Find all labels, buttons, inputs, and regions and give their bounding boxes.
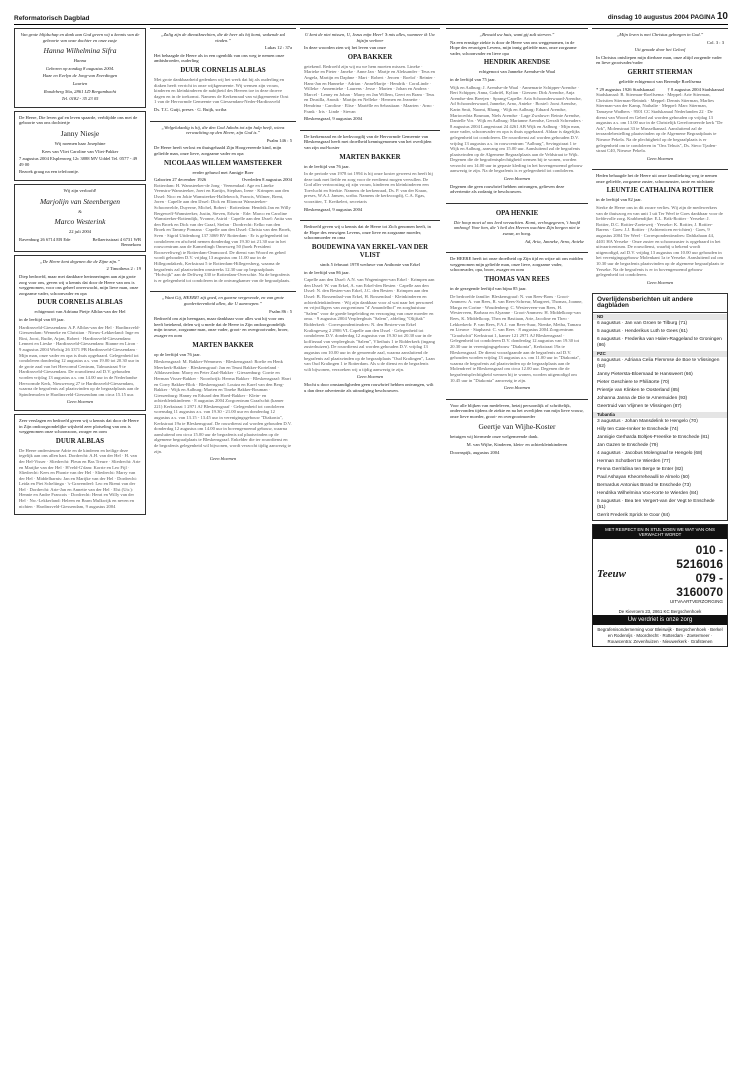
church-notice-bakker [300,130,440,218]
deceased-name: DUUR ALBLAS [55,437,105,445]
column-5 [592,28,728,1040]
header-date: dinsdag 10 augustus 2004 [607,14,689,21]
notice-opa-henkie [446,203,588,249]
no-flowers: Geen bloemen [66,399,94,405]
telephone: Tel. 0182 - 35 23 05 [61,96,99,102]
spouse-note: echtgenoot van Janneke Arendse-de Waal [478,69,556,75]
family-and-service-details: Bleskensgraaf: M. Bakker-Wemmers · Bleskensgraaf: Roelie en Henk Meerkerk-Bakker · Bleskensgraaf: Jan en Teuni Bakker-Korteland · Alblasserdam: Marry en Peter Zaal-Bakker · Giessenburg: Corrie en Herman Visser-Bakker · Noordwijk: Herma Bakker · Bleskensgraaf: Harri en Corry Bakker-Blok · Bleskensgraaf: Louiza en Karel van den Berg-Bakker · Wijk en Aalburg: Marten en Tineke Bakker-Bouman · Giessenburg: Hanny en Eduard den Hoed-Bakker · Klein- en achterkleinkinderen · 8 augustus 2004 Zorgcentrum Graafschit (kamer 221) Kerkstraat 1 2971 AJ Bleskensgraaf · Gelegenheid tot condoleren woensdag 11 augustus a.s. van 19.30 - 21.00 uur en donderdag 12 augustus a.s. van 13.15 - 13.45 uur in verenigingsgebouw "Diakonia", Kerkstraat 19a te Bleskensgraaf. De rouwdienst zal worden gehouden D.V. donderdag 12 augustus om 14.00 uur in bovengenoemd gebouw, waarna aansluitend om circa 15.00 uur de begrafenis zal plaatsvinden op de algemene begraafplaats te Bleskensgraaf. Enkelder die ter rouwdienst en de begrafenis gelegenheid wil bijwonen, wordt verzocht tijdig aanwezig te zijn. [154,359,292,454]
birth-announcement-hanna [14,28,146,108]
family-and-service-details: Stadskanaal: B. Stierman-Roelfsema · Meppel: Arie Stierman, Christien Stierman-Reinink · Meppel: Dennis Stierman, Marlies Stierman-van der Kamp, Nathalie · Meppel: Marc Stierman, Tamayne Wadbers · 9501 CC Stadskanaal Nederlanden 22 · De dienst van Woord en Gebed zal worden gehouden op vrijdag 13 augustus a.s. om 13.00 uur in de Christelijk Gereformeerde kerk "De Ark", Molenstraat 33 te Musselkanaal. Aansluitend zal de terraardebestelling plaatsvinden op de Algemene Begraafplaats te Nieuwe Pekela. Na de plechtigheid op de begraafplaats is er gelegenheid om te condoleren in "Ons Tehuis", Ds. Steco Tjaden-straat C40, Nieuwe Pekela. [596,92,723,154]
obituary-duur-alblas-family [14,414,146,515]
list-item: Paul Ashayan Kheorreheaulli te Almelo (50) [597,475,690,481]
bible-quote: „Mijn leven is met Christus geborgen in God.” [616,32,704,37]
notice-details: In de periode van 1978 tot 1994 is hij onze koster geweest en heeft hij deze taak met liefde en zorg voor de eredienst mogen vervullen. De God aller vertroosting zij zijn vrouw, kinderen en kleinkinderen een Toevlucht en Sterkte. Namens de kerkenraad, Ds. P. van der Kraan, preses, W.A.J. Jansen, scriba. Namens de kerkvoogdij, C.A. Egas, voorzitter, T. Kreikelert, secretaris [304,171,433,205]
visit-note: Bezoek graag na een telefoontje. [19,169,80,175]
region-heading: PZC [593,351,727,357]
obituary-body: Na een ernstige ziekte is door de Heere van ons weggenomen, in de Hope des eeuwigen Levens, mijn innig geliefde man, onze zorgzame vader, schoonvader en lieve opa [450,39,577,56]
deceased-name: THOMAS VAN REES [484,276,550,283]
engaged-intro: Wij zijn verloofd! [63,187,97,193]
list-item: Fenna Gerritdina ten Berge te Enter (82) [597,467,684,473]
ad-main [593,539,727,608]
obituary-wamsteeker [150,121,296,289]
list-item: Johanna Janna de Die te Arnemuiden (93) [597,396,688,402]
family-and-service-details: Sterke de Heere ons in dit zware verlies. Wij zijn de medewerkers van de thuiszorg en van unit 1 uit Ter Weel te Goes dankbaar voor de liefdevolle zorg. Krabbendijke: E.L. Brik-Rottier · Yerseke: J. Rottier, D.C. Rottier-Zoeteweij · Yerseke: K. Rottier, J. Rottier-Barens · Goes: J.J. Rottier · (Achternicen en-ichten) · Goes, 9 augustus 2004 Ter Weel · Correspondentieadres: Dahliahaan 44, 4401 HA Yerseke · Onze zuster en schoonzuster is opgebaard in het uitvaartcentrum. De rouwdienst, waarbij u bekend wordt uitgenodigd, zal D.V. vrijdag 13 augustus om 10.00 uur gehouden in het verenigingsgebouw Molenkant 1a te Yerseke. Aansluitend zal om 10.30 uur de begrafenis plaatsvinden op de algemene begraafplaats te Yerseke. Na de begrafenis is er in bovengenoemd gebouw gelegenheid tot condoleren. [596,205,724,278]
closing-note: Mocht u door omstandigheden geen rouwbrief hebben ontvangen, wilt u dan deze advertentie als uitnodiging beschouwen. [304,381,434,393]
address-1: Ravenburg 26 6714 EB Ede [19,236,71,242]
address: Rondeberg 56a, 2861 LD Bergambacht [43,88,117,94]
deceased-name: GERRIT STIERMAN [627,68,693,76]
ad-slogan: MET RESPECT EN IN STIJL DOEN WE WAT VAN ONS VERWACHT WORDT [593,525,727,539]
obituary-body: Bedroefd geven wij u kennis dat de Heere tot Zich genomen heeft, in de Hope des eeuwigen Levens, onze lieve en zorgzame moeder, schoonmoeder en oma [304,224,431,241]
list-item: Geertruid van Vlijmen te Vlissingen (87) [597,404,682,410]
signatories: Ad, Aria, Janneke, Arno, Anieke [525,238,584,244]
born-date: Gaborien 27 december 1926 [154,177,207,183]
list-item: Jan Gazen te Enschede (79) [597,443,659,449]
no-flowers: Geen bloemen [503,385,531,391]
obituary-duur-alblas [14,255,146,411]
notice-details: Met grote dankbaarheid gedenken wij het werk dat hij als ouderling en diaken heeft verricht in onze wijkgemeente. Wij wensen zijn vrouw, kinderen en kleinkinderen de nabijheid des Heeren toe in deze droeve dagen en in de toekomst. Namens de Kerkenraad van wijkgemeente Oost 1 van de Hervormde Gemeente van Giessendam-Neder-Hardinxveld [154,76,289,105]
thanks-line: betuigen wij hiermede onze welgemeende dank. [450,434,539,440]
bible-ref: Psalm 86 : 5 [269,308,292,314]
page-label: PAGINA [690,14,716,21]
phone-label: UITVAARTVERZORGING [669,599,723,605]
obituary-body: Heden behaagde het de Heere uit onze familiekring weg te nemen onze geliefde, zorgzame zuster, schoonzuster, tante en nichttante [596,173,718,184]
no-flowers: Geen bloemen [646,155,674,161]
age: in de leeftijd van 69 jaar. [19,317,65,323]
address-2: Bellaertsstraat 4 6731 WB Bennekom [92,236,141,248]
deceased-name: MARTEN BAKKER [339,153,401,161]
bible-quote: „Want Gij, HEERE! zijt goed, en gaarne vergevende, en van grote goedertierenheid allen, die U aanroepen.” [162,295,284,306]
thank-you-van-wijhe [446,399,588,461]
bible-ref: Psalm 146 : 5 [266,137,292,143]
obituary-body: Bedroefd om zijn heengaan, maar dankbaar voor alles wat hij voor ons heeft betekend, delen wij u mede dat de Heere in Zijn ondoorgrondelijk mijn trouwe, zorgzame man, onze vader, groot- en overgrootvader, broer, zwager en oom [154,316,289,338]
date-address: 7 augustus 2004 Elsplenweg 12c 3888 MV Uddel Tel. 0577 - 49 49 00 [19,156,138,167]
poem: Die hoop moet al ons leed verzachten. Komt, verlosgegeven, 't hoofd omhoog! Voor hen, die 't heil des Heeren wachten Zijn bergen niet te zwaar, zo hoog. [453,219,581,237]
no-flowers: Geen bloemen [503,176,531,182]
list-item: Jannigie Gerharda Boltjes-Freerike te Enschede (81) [597,435,710,441]
list-item: Gerrit Frederik Sprick te Goor (84) [597,513,670,519]
funeral-home-address: De Kievroem 23, 2861 KC Bergschenhoek [618,609,702,615]
service-areas: Begrafenisonderneming voor Bleiswijk · Bergschenhoek · Berkel en Rodenrijs · Moordrecht · Rotterdam · Zoetermeer · Rouwcentra: Zevenhuizen · Nieuwerkerk · Grafstenen [597,627,723,644]
birth-announcement-janny [14,111,146,181]
page-number: 10 [716,11,728,22]
tagline: Uw verdriet is onze zorg [593,615,727,625]
grandchildren-notice-opa-bakker [300,28,440,127]
church-notice-alblas [150,28,296,118]
obituary-body: Zeer verslagen en bedroefd geven wij u kennis dat door de Heere in Zijn ondoorgrondelijke wijsheid zeer plotseling van ons is weggenomen onze schoonzoon, zwager en oom [19,417,139,435]
obituary-van-erkel [300,220,440,398]
place-date: Bleskensgraaf, 9 augustus 2004 [304,206,363,212]
bible-quote: „Bewaid uw huis, want gij zult sterven.” [479,32,555,37]
spouse-note: geliefde echtgenoot van Berendje Roelfsema [618,78,702,84]
grandchildren-list: getekend. Bedroefd zijn wij nu we hem moeten missen. Lineke · Marieke en Pieter · Janeke · Anne Jan · Martje en Aleksander · Teus en Angela, Martijn en Daphne · Mart · Robert · Jeroen · Roelof · Reinier · Hans-Jan en Hanneke · Adrian · AnneMarije · Hendrik · CoraLinde · Willeke · Annemieke · Laurens · Jesse · Marten · Johan en Andrea · Marcel · Lenny en Johan · Marry en Jan Willem, Geert en Bram · Teus en Drusilla, Anouk · Martijn en Nelleke · Hermen en Jeanette · Hendrina · Caroline · Elise · Mariëlle en Sebastiaan · Maarten · Arno · Frank · Iris · Linde · Stevan [304,63,436,114]
child-nickname: Hanna [73,58,87,64]
age: op de leeftijd van 76 jaar. [154,351,201,357]
spouse-note: echtgenoot van Adriana Pietje Alblas-van der Hel [34,309,126,315]
list-item: 3 augustus · Johan Mansdelink te Hengelo (70) [597,419,698,425]
sibling: Laurien [72,80,88,86]
phone-block [649,543,723,604]
obituary-body: De HEERE heeft tot onze droefheid op Zijn tijd en wijze uit ons midden weggenomen mijn geliefde man, onze lieve, zorgzame vader, schoonvader, opa, broer, zwager en oom [450,256,584,273]
grace-quote: Uit genade door het Geloof [634,47,686,53]
newspaper-name: Reformatorisch Dagblad [14,15,90,22]
addresses [19,237,141,248]
death-date: Overleden 8 augustus 2004 [241,177,292,183]
deceased-name: BOUDEWINA VAN ERKEL-VAN DER VLIST [311,244,429,260]
thanks-body: Voor alle blijken van medeleven, hetzij persoonlijk of schriftelijk, ondervonden tijdens de ziekte en na het overlijden van mijn lieve vrouw, onze lieve moeder, groot- en overgrootmoeder [450,402,584,419]
age: in de leeftijd van 76 jaar. [304,163,350,169]
phone-number-1: 010 - 5216016 [676,543,723,572]
obituary-body: De Heere heeft verlost en thuisgehaald Zijn Hoogvereerde kind, mijn geliefde man, onze lieve, zorgzame vader en opa [154,145,282,156]
age: in de leeftijd van 82 jaar. [596,197,642,203]
age: in de gezegende leeftijd van bijna 85 jaar. [450,286,527,291]
deceased-name: OPA BAKKER [347,53,393,61]
child-subname: Wij noemen haar Josephine [54,140,106,146]
page-header [14,8,728,25]
list-item: Herman Schotbert te Wierden (77) [597,459,671,465]
notice-body: De kerkenraad en de kerkvoogdij van de Hervormde Gemeente van Bleskensgraaf heeft met droefheid kennisgenomen van het overlijden van zijn oud-koster [304,133,432,150]
list-item: Janny Pietersta-Bloemaad te Hansweert (66) [597,372,693,378]
parents: Haze en Evelyn de Jong-van Everdingen [42,73,118,79]
obituary-leuntje-rottier [592,169,728,290]
deceased-name: MARTEN BAKKER [192,341,254,349]
header-date-block [608,11,728,22]
region-heading: Tubantia [593,412,727,418]
phone-number-2: 079 - 3160070 [676,571,723,600]
birth-date: Geboren op zondag 8 augustus 2004. [45,65,115,71]
list-item: Hendrika Wilhelmina Voo-Korte te Wierden (84) [597,491,699,497]
prior-marriage: eerder gehuwd met Annigje Boer [192,169,254,175]
parents: Kees van Vliet Caroline van Vliet-Pakker [41,148,119,154]
deceased-name: DUUR CORNELIS ALBLAS [37,299,123,307]
ad-text: De Heere, Die leven gaf en leven spaarde, verblijdde ons met de geboorte van ons dochtertje [19,114,138,126]
ad-intro: Van grote blijdschap en dank aan God geven wij u kennis van de geboorte van onze dochter en onze zusje [20,32,140,43]
deceased-name: LEUNTJE CATHALINA ROTTIER [606,187,714,195]
obituary-body: In Christus ontsliepen mijn dierbare man, onze altijd zorgende vader en lieve grootvader/vader [596,54,722,66]
notice-body: In deze woorden zien wij het leven van onze [304,45,386,51]
deceased-name: NICOLAAS WILLEM WAMSTEEKER [164,159,282,167]
column-4 [446,28,588,1040]
column-3 [300,28,440,1040]
bible-ref: Col. 3 : 3 [706,39,724,45]
family-and-service-details: Hardinxveld-Giessendam: A.P. Alblas-van der Hel · Hardinxveld-Giessendam: Wenneke en Christian · Nieuw-Lekkerland: Inge en Rini, Joost, Rudie, Arjan, Robert · Hardinxveld-Giessendam: Lennert en Lieske · Hardinxveld-Giessendam: Rianne en Liron · 9 augustus 2004 Wielsig 26 3371 PB Hardinxveld-Giessendam · Mijn man, onze vader en opa is thuis opgebaard. Gelegenheid tot condoleren donderdag 12 augustus a.s. van 19.00 tot 20.30 uur in de grote zaal van het Hervormd Centrum, Talmastraat 9 te Hardinxveld-Giessendam. De rouwdienst zal D.V. gehouden worden vrijdag 13 augustus a.s. om 14.00 uur in de Nederlandse Hervormde Kerk, Nieuweweg 27 te Hardinxveld-Giessendam, waarna de begrafenis zal plaatsvinden op de begraafplaats aan de Spindermolen te Hardinxveld-Giessendam om circa 15.15 uur. [19,324,140,397]
engagement-announcement [14,184,146,252]
list-item: 4 augustus · Jacobus Molengraaf te Hengelo (68) [597,451,703,457]
widow-note: sinds 5 februari 1978 weduwe van Anthonie van Erkel [319,262,421,268]
funeral-home-advertisement [592,524,728,647]
family-list: De Heere ondersteune Adrie en de kinderen en heilige deze tegelijk aan ons allen hart. Dordrecht: A.H. van der Hel · H. van der Hel-Visser · Sliedrecht: Pleun en Bas Treure · Sliedrecht: Arie en Marijke van der Hel · H'veld-G'dam: Korrie en Leo Fijl · Sliedrecht: Kees en Phonie van der Hel · Sliedrecht: Marry van der Hel · Middelharnis: Jan en Marijke van der Hel · Dordrecht: Leida en Piet Scheltinga · 's-Gravendeel: Leo en Riemi van der Hel · Dordrecht: Arie-Jan en Annette van der Hel · Elst (Utr.): Hennie en Andre Francois · Dordrecht: Henri en Willy van der Hel · Nw.-Lekkerland: Heleen en Bram Mulkwijk en neven en nichten · Hardinxveld-Giessendam, 9 augustus 2004 [19,447,141,509]
list-item: 6 augustus · Frederika van Halen-Raggeland te Groningen (86) [597,337,722,349]
obituary-body: Diep bedroefd, maar met dankbare herinneringen aan zijn grote zorg voor ons, geven wij u kennis dat door de Heere van ons is weggenomen, voor ons geheel onverwacht, mijn lieve man, onze zorgzame vader, schoonvader en opa [19,274,139,296]
obituary-gerrit-stierman [592,28,728,166]
list-item: Bernardus Antonius Brand te Enschede (73) [597,483,691,489]
deceased-name: OPA HENKIE [495,209,539,217]
list-item: Hilly ten Cate-Innker te Enschede (74) [597,427,679,433]
partner-name-2: Marco Westerink [54,217,106,227]
list-item: 6 augustus · Jan van Groen te Tilburg (71) [597,321,688,327]
family-and-service-details: Wijk en Aalburg: J. Arendse-de Waal · Annemarie Schipper-Arendse · Bert Schipper, Anna, Gabriël, Kylian · Giessen: Dirk Arendse, Anja Arendse-den Breejen · Sprang-Capelle: Aria Schoonderwaard-Arendse, Ad Schoonderwaard, Janneke, Arno, Anieke · Boxtel: Joost Arendse, Karin Smit, Naomi, Rhang · Wijk en Aalburg: Eduard Arendse, Mariocedria Bouman, Niels Arendse · Lage Zwaluwe: Reinie Arendse, Danielle Vos · Wijk en Aalburg: Marianne Arendse, Gerralt Schreuders · 8 augustus 2004 Langestraat 24 4261 AB Wijk en Aalburg · Mijn man, onze vader, schoonvader en opa is thuis opgebaard. Aldaar is dagelijks gelegenheid tot condoleren. De rouwdienst zal worden gehouden D.V. vrijdag 13 augustus a.s. in rouwcentrum "Aalburg", Sevingstraat 1 te Wijk en Aalburg, aanvang om 15.00 uur. Aansluitend zal de begrafenis plaatsvinden op de Algemene Begraafplaats aan de Veldstraat te Wijk. Degenen die de begrafenisplechtigheid wensen bij te wonen, worden verzocht om 14.00 uur in gepaste kleding in het bovengenoemd gebouw aanwezig te zijn. Na de begrafenis is er gelegenheid tot condoleren. [450,84,584,174]
signatories: M. van Wijhe, Kinderen, klein- en achterkleinkinderen [466,442,568,448]
born-date: * 29 augustus 1926 Stadskanaal [596,86,655,92]
signatories: Ds. T.C. Guijt, preses · G. Buijk, scriba [154,106,227,112]
bible-quote: „Zalig zijn de dienstknechten, die de heer als hij komt, wakende zal vinden.” [160,32,286,43]
age: in de leeftijd van 75 jaar. [450,76,496,82]
obituary-hendrik-arendse [446,28,588,200]
age: in de leeftijd van 86 jaar. [304,269,350,275]
family-and-service-details: Capelle aan den IJssel: A.N. van Wageningen-van Erkel · Krimpen aan den IJssel: W. van Erkel, A. van Erkel-den Besten · Capelle aan den IJssel: N. den Besten-van Erkel, J.C. den Besten · Krimpen aan den IJssel: B. Rossendaal-van Erkel, H. Rossendaal · Kleinkinderen en achterkleinkinderen · Wij zijn dankbaar voor al wat naar het personeel en vrijwilligers van zorgcentrum "d' Amandelhof" en zorghuistuur "Salem" voor de goede begeleiding en verzorging van onze moeder en oma. · 9 augustus 2004 Verpleeghuis "Salem", afdeling "Olijftak" Ridderkerk · Correspondentieadres: N. den Besten-van Erkel Kralingeweg 2 2906 VL Capelle aan den IJssel · Gelegenheid tot condoleren D.V. donderdag 12 augustus van 19.30 tot 20.30 uur in de koffiezaal van verpleeghuis "Salem", Vliethuis 1 te Ridderkerk (ingang zusterhuizen). De rouwdienst zal worden gehouden D.V. vrijdag 13 augustus om 10.00 uur in de genoemde zaal, waarna aansluitend de begrafenis zal plaatsvinden op de begraafplaats "Oud Kralingen", Laan van Oud Kralingen 1 te Rotterdam. Als u de dienst en de begrafenis wilt bijwonen, verzoeken wij u tijdig aanwezig te zijn. [304,277,436,372]
no-flowers: Geen bloemen [209,456,237,462]
engagement-date: 22 juli 2004 [68,229,92,235]
bible-quote: „Welgelukzalig is hij, die den God Jakobs tot zijn hulp heeft, wiens verwachting op den Heere, zijn God is.” [161,124,285,136]
column-1 [14,28,146,1040]
child-name: Hanna Wilhelmina Sifra [43,46,117,56]
funeral-home-logo: Teeuw [597,567,626,580]
deceased-name: DUUR CORNELIS ALBLAS [180,66,266,74]
obituary-thomas-van-rees [446,252,588,395]
bible-ref: 2 Timotheus 2 : 19 [106,266,141,272]
region-heading: ND [593,314,727,320]
death-date: † 8 augustus 2004 Stadskanaal [667,86,724,92]
ampersand: & [78,208,82,214]
place-date: Doornspijk, augustus 2004 [450,449,500,455]
partner-name-1: Marjolijn van Steenbergen [39,196,121,206]
list-item: 6 augustus · Adriana Celia Flemmse de Boe te Vlissingen (62) [597,358,720,370]
no-flowers: Geen bloemen [646,279,674,285]
obituary-marten-bakker [150,291,296,466]
list-item: Prientje van Klinken te Oosterland (85) [597,388,680,394]
list-item: Pieter Geschiere te Philiäorte (70) [597,380,670,386]
place-date: Bleskensgraaf, 9 augustus 2004 [304,116,363,122]
deceased-name: HENDRIK ARENDSE [483,59,551,67]
closing-note: Degenen die geen rouwbrief hebben ontvangen, gelieven deze advertentie als zodanig te beschouwen. [450,183,565,195]
no-flowers: Geen bloemen [356,374,384,380]
deceased-name: Geertje van Wijhe-Koster [478,422,556,432]
list-item: 5 augustus · Henderikus Luth te Gees (61) [597,329,688,335]
family-and-service-details: Rotterdam: H. Wamsteeker-de Jong · Veenendaal: Age en Lineke Veenstra-Wamsteeker, Joeri en Kartijn, Stephan, Irene · Krimpen aan den IJssel: Nico en Jokie Wamsteeker-Hallebeoch, Francis, Wilmer, Brent, Joren · Capelle aan den IJssel: Dick en Elionora Wamsteeker-Schoonvelde, Duyerne, Michel, Robert · Rotterdam: Hendrik Jan en Willy Bergeweff-Wamsteeker, Justin, Steven, Edwin · Ede: Marco en Caroline Wamsteeker-Rottendijk, Yvonne, Astrid · Capelle aan den IJssel: Anita van den Broek en Dick van der Graaf, Stefan · Dordrecht: Eelko van den Broek en Tammy Pomana · Capelle aan den IJssel: Christa van den Broek, Sven · Sigrid Uitdenborg 137 3069 BV Rotterdam · Er is gelegenheid tot condoleren en afscheid nemen donderdag van 19.30 tot 21.30 uur in het rouwcentrum aan de Kamerlingh Onnesweg 50 (hoek President Rooseveltweg) te Rotterdam-Ommoord. De dienst van Woord en gebed wordt gehouden D.V. vrijdag 13 augustus om 11.00 uur in de Hillegondakerk, Kerkstraat 5 te Rotterdam-Hillegersberg, waarna de begrafenis zal plaatsvinden omstreeks 12.30 uur op begraafplaats "Hofwijk" aan de Delfweg 330 te Rotterdam-Overschie. Na de begrafenis is er gelegenheid tot condoleren in de ontvangkamer van de begraafplaats. [154,182,292,283]
column-2 [150,28,296,1040]
bible-ref: Lukas 12 : 37a [264,45,292,51]
notice-body: Het behaagde de Heere als in een ogenblik van ons weg te nemen onze ambtsbroeder, ouderling [154,52,285,64]
child-name: Janny Niesje [60,128,100,138]
other-papers-obituary-list [592,293,728,521]
list-item: 5 augustus · Bea ten Vergert-van der Vegt te Enschede (51) [597,499,715,511]
list-title: Overlijdensberichten uit andere dagbladen [593,294,727,313]
family-and-service-details: De bedroefde familie: Bleskensgraaf: N. van Rees-Bons · Groot-Ammers: A. van Rees, R. van Rees-Schreur, Margreet, Thomas, Joanne, Marga en Corine · Woudenberg: C. Westerveen-van Rees, H. Westerveen, Barbara en Alyanne · Groot-Ammers: H. Middelkoop-van Rees, K. Middelkoop, Thea en Bastiaan, Arie, Jacoline en Theo · Lekkerkerk: P. van Rees, P.A.J. van Rees-Suur, Nienke, Metha, Tamara en Lieuwe · Stapharst: C. van Rees · 8 augustus 2004 Zorgcentrum "Graafschit" Kerkstraat 1, kamer 121 2971 AJ Bleskensgraaf · Gelegenheid tot condoleren D.V. donderdag 12 augustus van 19.30 tot 20.30 uur in verenigingsgebouw "Diakonia", Kerkstraat 19a te Bleskensgraaf. De dienst voorafgaande aan de begrafenis zal D.V. gehouden worden vrijdag 13 augustus a.s. om 11.00 uur in "Diakonia", waarna de begrafenis zal plaatsvinden op de begraafplaats aan de Molendreef te Bleskensgraaf om circa 12.00 uur. Degenen die de begrafenisplechtigheid wensen bij te wonen, worden uitgenodigd om 10.45 uur in "Diakonia" aanwezig te zijn. [450,293,583,383]
poem-quote: U kent de niet missen, U, Jezus mijn Heer! 'k mis alles, wanneer ik Uw bijzijn verbeer [305,32,435,43]
bible-quote: „De Heere kent degenen die de Zijne zijn.” [40,258,120,264]
